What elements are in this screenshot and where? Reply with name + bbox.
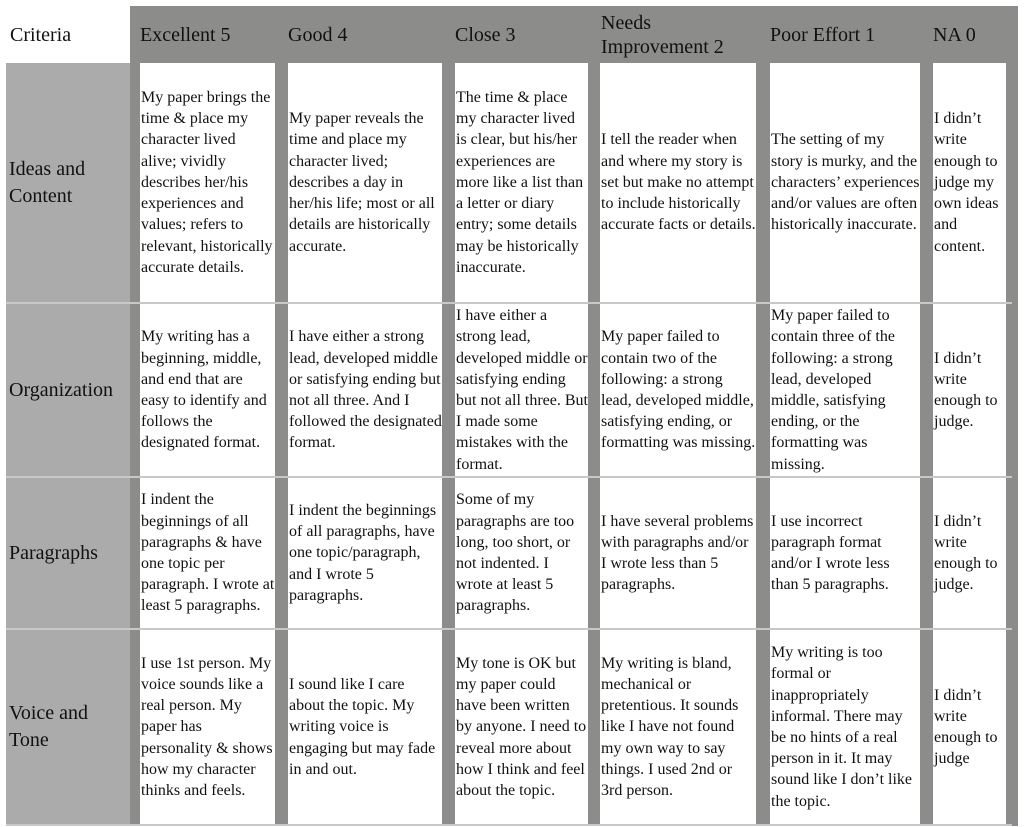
- row-divider: [6, 628, 1012, 630]
- rubric-cell-text: My paper failed to contain two of the following: a strong lead, developed middle, satisfying ending, or formatting was missing.: [601, 328, 756, 452]
- rubric-cell: [933, 63, 1006, 302]
- rubric-cell: [933, 304, 1006, 476]
- rubric-cell: [455, 304, 588, 476]
- header-close: [451, 6, 588, 63]
- rubric-cell-text: I didn’t write enough to judge my own ideas and content.: [934, 110, 999, 255]
- row-divider: [6, 476, 1012, 478]
- row-divider: [6, 824, 1012, 826]
- header-needs-improvement: [597, 6, 756, 63]
- rubric-cell-text: My paper brings the time & place my character lived alive; vividly describes her/his experiences and values; refers to relevant, historically accurate details.: [141, 89, 273, 276]
- criterion-label: Voice and Tone: [9, 702, 89, 751]
- rubric-cell-text: I sound like I care about the topic. My writing voice is engaging but may fade in and out.: [289, 675, 436, 778]
- rubric-cell: [600, 478, 756, 628]
- rubric-cell: [600, 630, 756, 824]
- header-level-label: Excellent 5: [140, 23, 231, 46]
- header-poor-effort: [766, 6, 920, 63]
- rubric-cell-text: I indent the beginnings of all paragraphs & have one topic per paragraph. I wrote at least 5 paragraphs.: [141, 491, 275, 615]
- rubric-cell: [140, 304, 275, 476]
- rubric-cell-text: I indent the beginnings of all paragraphs, have one topic/paragraph, and I wrote 5 paragraphs.: [289, 501, 437, 604]
- rubric-cell: [933, 630, 1006, 824]
- rubric-cell: [600, 63, 756, 302]
- header-level-label: Needs Improvement 2: [601, 11, 724, 58]
- rubric-cell-text: I didn’t write enough to judge.: [934, 512, 998, 594]
- header-level-label: NA 0: [933, 23, 976, 46]
- header-criteria-label: Criteria: [10, 23, 72, 46]
- rubric-cell: [600, 304, 756, 476]
- rubric-cell-text: My writing has a beginning, middle, and end that are easy to identify and follows the designated format.: [141, 328, 267, 452]
- criterion-organization: [6, 304, 130, 476]
- rubric-cell-text: I have several problems with paragraphs and/or I wrote less than 5 paragraphs.: [601, 512, 754, 594]
- row-divider: [6, 302, 1012, 304]
- criterion-label: Ideas and Content: [9, 157, 86, 207]
- rubric-table: [6, 6, 1018, 826]
- rubric-cell: [770, 478, 920, 628]
- rubric-cell-text: My paper failed to contain three of the following: a strong lead, developed middle, satisfying ending, or the formatting was missing.: [771, 307, 895, 473]
- rubric-cell: [455, 630, 588, 824]
- rubric-cell-text: I use 1st person. My voice sounds like a real person. My paper has personality & shows how my character thinks and feels.: [141, 654, 273, 799]
- rubric-cell-text: I tell the reader when and where my story is set but make no attempt to include historically accurate facts or details.: [601, 131, 756, 234]
- rubric-cell-text: I have either a strong lead, developed middle or satisfying ending but not all three. But I made some mistakes with the format.: [456, 307, 588, 473]
- rubric-cell-text: I use incorrect paragraph format and/or I wrote less than 5 paragraphs.: [771, 512, 890, 594]
- rubric-cell: [455, 63, 588, 302]
- rubric-cell: [288, 304, 442, 476]
- header-criteria: [6, 6, 130, 63]
- rubric-cell-text: The setting of my story is murky, and the characters’ experiences and/or values are often historically inaccurate.: [771, 131, 920, 234]
- rubric-cell-text: I didn’t write enough to judge: [934, 686, 998, 768]
- rubric-cell-text: My tone is OK but my paper could have been written by anyone. I need to reveal more about how I think and feel about the topic.: [456, 654, 587, 799]
- criterion-paragraphs: [6, 478, 130, 628]
- rubric-cell-text: My paper reveals the time and place my character lived; describes a day in her/his life; most or all details are historically accurate.: [289, 110, 435, 255]
- header-level-label: Poor Effort 1: [770, 23, 876, 46]
- criterion-label: Paragraphs: [9, 541, 98, 564]
- rubric-cell: [140, 478, 275, 628]
- header-level-label: Good 4: [288, 23, 348, 46]
- rubric-cell: [770, 630, 920, 824]
- rubric-cell: [933, 478, 1006, 628]
- criterion-ideas-and-content: [6, 63, 130, 302]
- rubric-cell-text: The time & place my character lived is clear, but his/her experiences are more like a list than a letter or diary entry; some details may be historically inaccurate.: [456, 89, 584, 276]
- rubric-cell: [288, 630, 442, 824]
- rubric-cell: [455, 478, 588, 628]
- rubric-cell: [288, 478, 442, 628]
- rubric-cell-text: My writing is too formal or inappropriately informal. There may be no hints of a real person in it. It may sound like I don’t like the topic.: [771, 644, 913, 810]
- criterion-voice-and-tone: [6, 630, 130, 824]
- rubric-cell: [770, 304, 920, 476]
- header-level-label: Close 3: [455, 23, 516, 46]
- header-na: [929, 6, 1006, 63]
- rubric-cell-text: Some of my paragraphs are too long, too short, or not indented. I wrote at least 5 paragraphs.: [456, 491, 575, 615]
- criterion-label: Organization: [9, 378, 114, 401]
- rubric-cell-text: I have either a strong lead, developed middle or satisfying ending but not all three. And I followed the designated format.: [289, 328, 442, 452]
- rubric-cell: [140, 630, 275, 824]
- rubric-cell: [288, 63, 442, 302]
- rubric-cell-text: My writing is bland, mechanical or pretentious. It sounds like I have not found my own way to say things. I used 2nd or 3rd person.: [601, 654, 739, 799]
- header-excellent: [136, 6, 275, 63]
- rubric-cell: [140, 63, 275, 302]
- header-good: [284, 6, 442, 63]
- rubric-cell-text: I didn’t write enough to judge.: [934, 349, 998, 431]
- rubric-cell: [770, 63, 920, 302]
